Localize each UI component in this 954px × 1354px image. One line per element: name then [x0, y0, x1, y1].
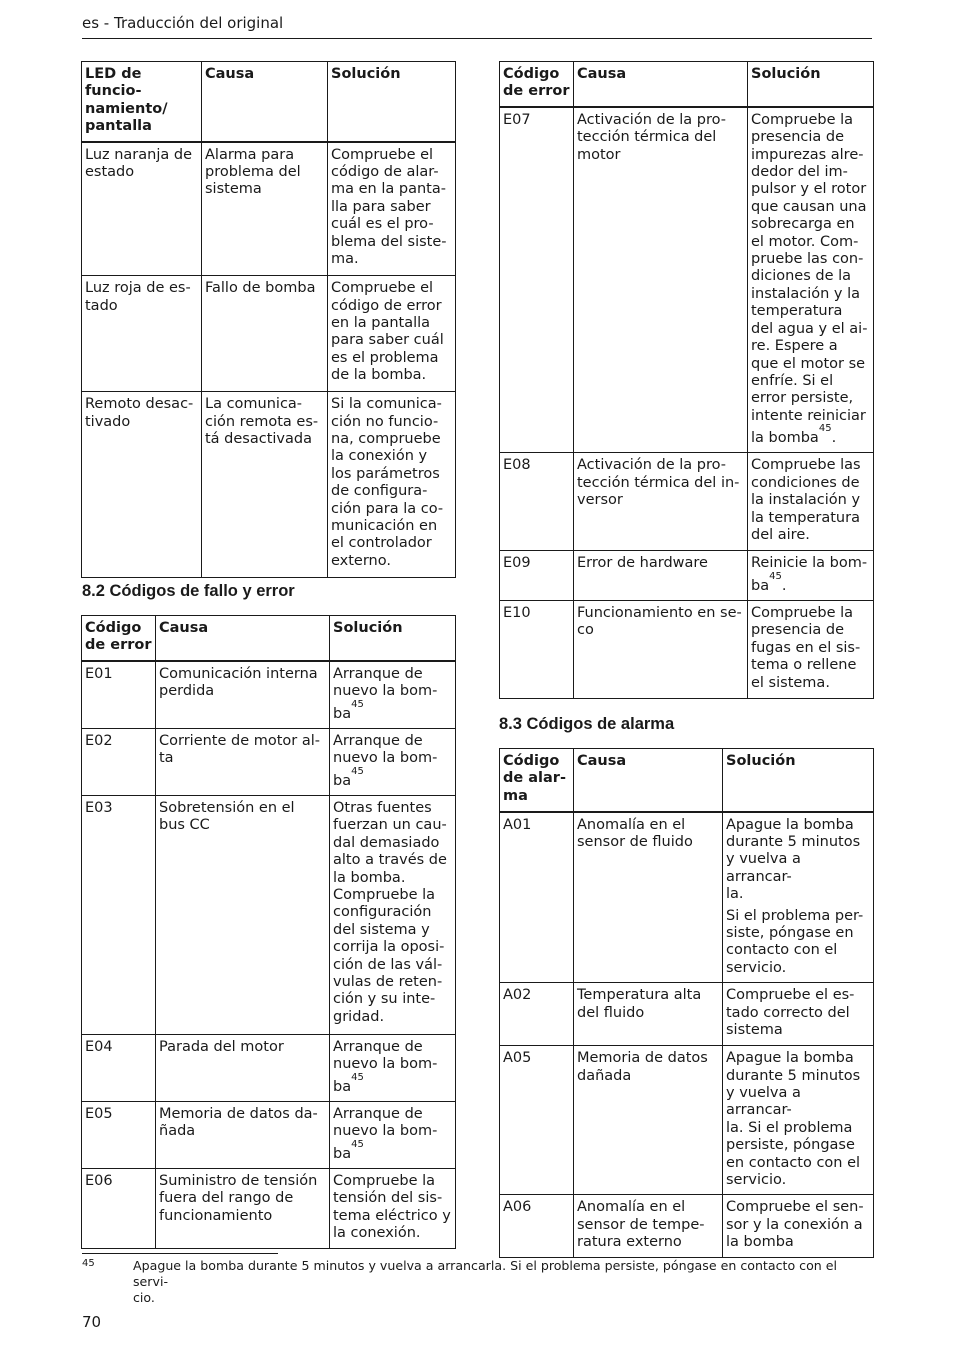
- table-cell: Compruebe el código de error en la pantalla para saber cuál es el problema de la bomba.: [328, 276, 456, 392]
- table-cell: Otras fuentes fuerzan un cau- dal demasiado alto a través de la bomba. Compruebe la configuración del sistema y corrija la oposi- ción de las vál- vulas de reten- ción y su inte- gridad.: [330, 795, 456, 1034]
- table-cell: Suministro de tensión fuera del rango de funcionamiento: [156, 1169, 330, 1249]
- table-cell: [748, 107, 874, 453]
- table-cell: Comunicación interna perdida: [156, 661, 330, 729]
- page-number: 70: [82, 1313, 102, 1331]
- footnote-ref: 45: [818, 423, 832, 435]
- column-header: Solución: [723, 749, 874, 812]
- table-cell: Error de hardware: [574, 551, 748, 601]
- table-row: [500, 983, 874, 1046]
- table-cell: Compruebe la tensión del sis- tema eléctrico y la conexión.: [330, 1169, 456, 1249]
- table-cell: Memoria de datos da- ñada: [156, 1101, 330, 1168]
- footnote-rule: [82, 1253, 278, 1254]
- column-header: Código de error: [500, 62, 574, 107]
- section-title-8-2: 8.2 Códigos de fallo y error: [82, 582, 295, 600]
- table-cell: [748, 551, 874, 601]
- header-rule: [82, 38, 872, 39]
- table-cell: [723, 812, 874, 983]
- table-cell: [330, 728, 456, 795]
- error-codes-table-left: [81, 615, 456, 1249]
- column-header: Causa: [574, 749, 723, 812]
- table-row: [82, 1101, 456, 1168]
- table-row: [82, 1034, 456, 1101]
- table-row: [500, 601, 874, 699]
- column-header: Solución: [748, 62, 874, 107]
- table-cell: Compruebe el es- tado correcto del sistema: [723, 983, 874, 1046]
- cell-text: Reinicie la bom- ba: [751, 555, 868, 594]
- cell-text: Arranque de nuevo la bom- ba: [333, 1038, 438, 1095]
- column-header: Causa: [574, 62, 748, 107]
- table-cell: Fallo de bomba: [202, 276, 328, 392]
- table-cell: E06: [82, 1169, 156, 1249]
- table-cell: E02: [82, 728, 156, 795]
- table-cell: E07: [500, 107, 574, 453]
- table-cell: Compruebe la presencia de fugas en el sis- tema o rellene el sistema.: [748, 601, 874, 699]
- table-cell: Memoria de datos dañada: [574, 1046, 723, 1195]
- table-cell: E10: [500, 601, 574, 699]
- table-cell: Compruebe el código de alar- ma en la panta- lla para saber cuál es el pro- blema del siste- ma.: [328, 142, 456, 276]
- footnote-number: 45: [82, 1258, 95, 1269]
- cell-paragraph: Apague la bomba durante 5 minutos y vuelva a arrancar- la.: [726, 816, 861, 903]
- table-row: [500, 1195, 874, 1258]
- table-row: [82, 728, 456, 795]
- table-cell: E05: [82, 1101, 156, 1168]
- table-row: [82, 795, 456, 1034]
- column-header: Código de alar- ma: [500, 749, 574, 812]
- cell-text: Arranque de nuevo la bom- ba: [333, 1105, 438, 1162]
- alarm-codes-table: [499, 748, 874, 1258]
- led-status-table: [81, 61, 456, 578]
- table-cell: Apague la bomba durante 5 minutos y vuelva a arrancar- la. Si el problema persiste, póngase en contacto con el servicio.: [723, 1046, 874, 1195]
- table-cell: E08: [500, 453, 574, 551]
- table-row: [500, 453, 874, 551]
- footnote-ref: 45: [351, 1071, 364, 1083]
- table-row: [500, 1046, 874, 1195]
- table-cell: Compruebe las condiciones de la instalación y la temperatura del aire.: [748, 453, 874, 551]
- table-cell: Remoto desac- tivado: [82, 392, 202, 578]
- table-cell: Anomalía en el sensor de fluido: [574, 812, 723, 983]
- table-cell: [330, 661, 456, 729]
- table-row: [82, 1169, 456, 1249]
- table-cell: Alarma para problema del sistema: [202, 142, 328, 276]
- table-row: [500, 107, 874, 453]
- table-cell: A06: [500, 1195, 574, 1258]
- column-header: Solución: [328, 62, 456, 142]
- error-codes-table-right: [499, 61, 874, 699]
- table-cell: E04: [82, 1034, 156, 1101]
- footnote-ref: 45: [351, 698, 364, 710]
- table-cell: A02: [500, 983, 574, 1046]
- table-cell: Anomalía en el sensor de tempe- ratura externo: [574, 1195, 723, 1258]
- cell-text: Arranque de nuevo la bom- ba: [333, 665, 438, 722]
- table-cell: Funcionamiento en se- co: [574, 601, 748, 699]
- table-cell: Activación de la pro- tección térmica del in- versor: [574, 453, 748, 551]
- table-cell: E09: [500, 551, 574, 601]
- table-row: [82, 276, 456, 392]
- footnote-ref: 45: [351, 1138, 364, 1150]
- table-cell: Si la comunica- ción no funcio- na, compruebe la conexión y los parámetros de configura- ción para la co- municación en el controlador externo.: [328, 392, 456, 578]
- column-header: Causa: [202, 62, 328, 142]
- table-row: [82, 392, 456, 578]
- table-cell: Temperatura alta del fluido: [574, 983, 723, 1046]
- cell-paragraph: Si el problema per- siste, póngase en contacto con el servicio.: [726, 907, 864, 976]
- table-cell: A05: [500, 1046, 574, 1195]
- table-cell: Compruebe el sen- sor y la conexión a la bomba: [723, 1195, 874, 1258]
- page-header: es - Traducción del original: [82, 14, 284, 32]
- table-row: [82, 142, 456, 276]
- table-cell: E03: [82, 795, 156, 1034]
- column-header: Solución: [330, 616, 456, 661]
- table-cell: Luz roja de es- tado: [82, 276, 202, 392]
- table-row: [500, 812, 874, 983]
- column-header: Causa: [156, 616, 330, 661]
- footnote-ref: 45: [351, 765, 364, 777]
- table-cell: La comunica- ción remota es- tá desactivada: [202, 392, 328, 578]
- footnote-text: Apague la bomba durante 5 minutos y vuelva a arrancarla. Si el problema persiste, póngase en contacto con el servi- cio.: [133, 1258, 838, 1305]
- table-cell: Luz naranja de estado: [82, 142, 202, 276]
- table-cell: E01: [82, 661, 156, 729]
- cell-text-tail: .: [781, 577, 787, 594]
- table-cell: A01: [500, 812, 574, 983]
- table-cell: [330, 1101, 456, 1168]
- table-row: [500, 551, 874, 601]
- column-header: Código de error: [82, 616, 156, 661]
- cell-text: Compruebe la presencia de impurezas alre- dedor del im- pulsor y el rotor que causan una sobrecarga en el motor. Com- pruebe las con- diciones de la instalación y la temperatura del agua y el ai- re. Espere a que el motor se enfríe. Si el error persiste, intente reiniciar la bomba: [751, 111, 868, 446]
- table-cell: [330, 1034, 456, 1101]
- table-row: [82, 661, 456, 729]
- table-cell: Activación de la pro- tección térmica del motor: [574, 107, 748, 453]
- column-header: LED de funcio- namiento/ pantalla: [82, 62, 202, 142]
- section-title-8-3: 8.3 Códigos de alarma: [499, 715, 675, 733]
- table-cell: Parada del motor: [156, 1034, 330, 1101]
- footnote-ref: 45: [769, 570, 782, 582]
- cell-text-tail: .: [831, 429, 837, 446]
- cell-text: Arranque de nuevo la bom- ba: [333, 732, 438, 789]
- table-cell: Corriente de motor al- ta: [156, 728, 330, 795]
- table-cell: Sobretensión en el bus CC: [156, 795, 330, 1034]
